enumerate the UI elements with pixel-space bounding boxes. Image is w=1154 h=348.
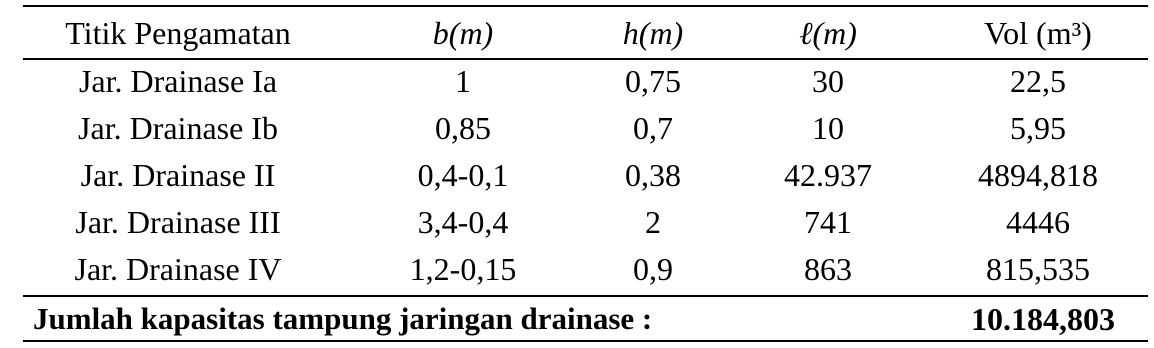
- row-b: 0,4-0,1: [417, 157, 509, 193]
- table-top-rule: [23, 5, 1148, 7]
- header-b: b(m): [432, 15, 494, 51]
- row-volume: 815,535: [986, 251, 1090, 287]
- row-h: 0,38: [625, 157, 681, 193]
- table-header-row: [23, 9, 1148, 57]
- row-h: 2: [645, 204, 661, 240]
- header-h: h(m): [622, 15, 684, 51]
- header-volume: Vol (m³): [984, 15, 1092, 51]
- row-b: 1,2-0,15: [409, 251, 517, 287]
- table-row: [23, 151, 1148, 199]
- row-length: 30: [812, 63, 844, 99]
- table-row: [23, 198, 1148, 246]
- row-b: 3,4-0,4: [417, 204, 509, 240]
- table-row: [23, 57, 1148, 105]
- header-titik-pengamatan: Titik Pengamatan: [65, 15, 291, 51]
- total-value: 10.184,803: [971, 301, 1115, 337]
- header-length: ℓ(m): [799, 15, 857, 51]
- row-label: Jar. Drainase IV: [74, 251, 282, 287]
- row-volume: 22,5: [1010, 63, 1066, 99]
- row-length: 42.937: [784, 157, 872, 193]
- row-h: 0,7: [633, 110, 673, 146]
- row-volume: 4446: [1006, 204, 1070, 240]
- total-row: [23, 297, 1148, 341]
- row-h: 0,75: [625, 63, 681, 99]
- total-label: Jumlah kapasitas tampung jaringan drainase :: [33, 301, 653, 336]
- row-length: 863: [804, 251, 852, 287]
- table-row: [23, 245, 1148, 293]
- row-length: 741: [804, 204, 852, 240]
- row-label: Jar. Drainase Ib: [78, 110, 278, 146]
- row-b: 1: [455, 63, 471, 99]
- row-label: Jar. Drainase II: [80, 157, 276, 193]
- row-h: 0,9: [633, 251, 673, 287]
- row-length: 10: [812, 110, 844, 146]
- row-label: Jar. Drainase III: [75, 204, 281, 240]
- row-label: Jar. Drainase Ia: [78, 63, 278, 99]
- table-row: [23, 104, 1148, 152]
- drainage-capacity-table: [23, 5, 1148, 342]
- row-volume: 4894,818: [978, 157, 1098, 193]
- row-b: 0,85: [435, 110, 491, 146]
- row-volume: 5,95: [1010, 110, 1066, 146]
- table-bottom-rule: [23, 340, 1148, 342]
